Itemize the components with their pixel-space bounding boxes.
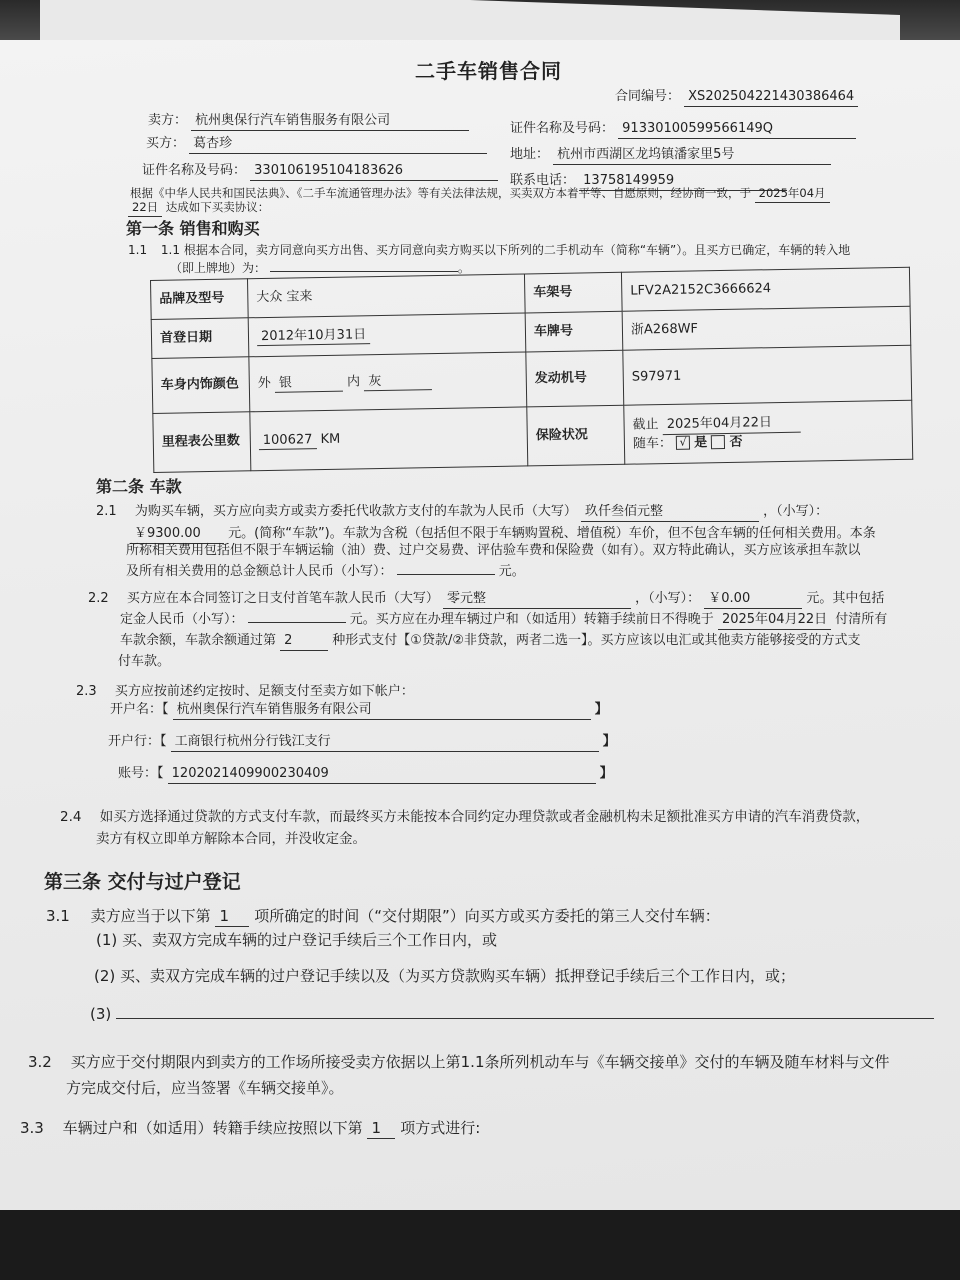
vin-label: 车架号 bbox=[524, 272, 622, 313]
clause-number: 2.1 bbox=[96, 504, 117, 519]
buyer-cert-value: 330106195104183626 bbox=[250, 162, 498, 181]
reg-date-cell bbox=[248, 313, 526, 357]
down-payment-amount: ￥0.00 bbox=[704, 590, 802, 609]
mileage-value: 100627 bbox=[259, 431, 317, 451]
clause-text: ，（小写）： bbox=[635, 591, 701, 606]
seller-line bbox=[148, 112, 469, 131]
clause-text: 买方应于交付期限内到卖方的工作场所接受卖方依据以上第1.1条所列机动车与《车辆交接单》交付的车辆及随车材料与文件 bbox=[70, 1053, 890, 1071]
reg-date-value: 2012年10月31日 bbox=[257, 326, 370, 347]
clause-text: 卖方应当于以下第 bbox=[90, 907, 211, 925]
yes-checkbox[interactable]: √ bbox=[676, 436, 690, 450]
vin-value: LFV2A2152C3666624 bbox=[621, 267, 910, 311]
clause-number: 3.1 bbox=[46, 907, 70, 925]
interior-value: 灰 bbox=[364, 372, 432, 392]
yes-label: 是 bbox=[694, 434, 708, 451]
clause-2-3 bbox=[76, 683, 414, 701]
clause-text: 种形式支付【①贷款/②非贷款，两者二选一】。买方应该以电汇或其他卖方能够接受的方式支 bbox=[332, 633, 861, 648]
color-cell bbox=[249, 352, 527, 412]
delivery-option-2: (2) 买、卖双方完成车辆的过户登记手续以及（为买方贷款购买车辆）抵押登记手续后三个工作日内，或； bbox=[94, 967, 796, 985]
engine-label: 发动机号 bbox=[526, 350, 624, 407]
price-amount: ￥9300.00 bbox=[130, 525, 224, 544]
delivery-option-choice: 1 bbox=[215, 906, 249, 927]
delivery-option-3 bbox=[90, 1004, 934, 1024]
seller-cert-label: 证件名称及号码： bbox=[510, 121, 615, 136]
clause-2-2-line-4: 付车款。 bbox=[118, 654, 171, 669]
mileage-cell bbox=[250, 407, 528, 471]
clause-number: 1.1 bbox=[128, 243, 148, 257]
clause-2-2-line-1 bbox=[88, 590, 884, 609]
clause-2-1-line-4 bbox=[126, 563, 525, 581]
close-bracket: 】 bbox=[599, 766, 613, 781]
contract-number-value: XS202504221430386464 bbox=[684, 88, 858, 107]
clause-number: 2.4 bbox=[60, 809, 82, 825]
article-1-1 bbox=[128, 242, 850, 258]
address-value: 杭州市西湖区龙坞镇潘家里5号 bbox=[553, 146, 831, 165]
clause-2-1-line-3: 所称相关费用包括但不限于车辆运输（油）费、过户交易费、评估验车费和保险费（如有）。双方特此确认，买方应该承担车款以 bbox=[126, 543, 861, 558]
buyer-value: 葛杏珍 bbox=[189, 135, 487, 154]
transfer-option-choice: 1 bbox=[367, 1118, 395, 1139]
final-payment-date: 2025年04月22日 bbox=[718, 611, 831, 630]
clause-2-1-line-2 bbox=[130, 525, 876, 544]
preamble-date-b: 22日 bbox=[128, 200, 162, 217]
article-2-title: 第二条 车款 bbox=[96, 477, 182, 496]
account-bank-line bbox=[108, 733, 616, 752]
clause-2-4-line-2: 卖方有权立即单方解除本合同，并没收定金。 bbox=[96, 831, 366, 847]
brand-value: 大众 宝来 bbox=[247, 274, 525, 318]
plate-label: 车牌号 bbox=[525, 311, 623, 352]
payment-method-choice: 2 bbox=[280, 632, 328, 651]
account-bank-label: 开户行：【 bbox=[108, 734, 167, 749]
clause-text: 元。其中包括 bbox=[806, 591, 885, 606]
vehicle-table bbox=[150, 267, 913, 473]
account-name-value: 杭州奥保行汽车销售服务有限公司 bbox=[173, 701, 591, 720]
clause-text: 元。买方应在办理车辆过户和（如适用）转籍手续前日不得晚于 bbox=[349, 612, 714, 627]
seller-cert-value: 91330100599566149Q bbox=[618, 120, 856, 139]
table-row bbox=[153, 400, 913, 472]
clause-text: 车辆过户和（如适用）转籍手续应按照以下第 bbox=[62, 1119, 363, 1137]
mileage-unit: KM bbox=[320, 431, 341, 447]
insurance-until-label: 截止 bbox=[632, 417, 659, 433]
with-car-label: 随车： bbox=[632, 435, 673, 452]
clause-text: 元。(简称“车款”)。车款为含税（包括但不限于车辆购置税、增值税）车价，但不包含车辆的任何相关费用。本条 bbox=[228, 526, 876, 541]
contract-number-label: 合同编号： bbox=[615, 89, 681, 104]
address-label: 地址： bbox=[510, 147, 550, 162]
clause-3-2-line-2: 方完成交付后，应当签署《车辆交接单》。 bbox=[66, 1079, 344, 1097]
reg-date-label: 首登日期 bbox=[151, 318, 249, 359]
clause-text: 付清所有 bbox=[835, 612, 888, 627]
plate-value: 浙A268WF bbox=[622, 306, 911, 350]
clause-3-2-line-1 bbox=[28, 1052, 890, 1072]
account-number-label: 账号：【 bbox=[118, 766, 164, 781]
clause-2-1-line-1 bbox=[96, 503, 828, 522]
price-amount-cn: 玖仟叁佰元整 bbox=[581, 503, 759, 522]
clause-text: 为购买车辆，买方应向卖方或卖方委托代收款方支付的车款为人民币（大写） bbox=[134, 504, 577, 519]
phone-label: 联系电话： bbox=[510, 173, 576, 188]
clause-2-2-line-3 bbox=[120, 632, 861, 651]
exterior-label: 外 bbox=[257, 375, 271, 391]
contract-number bbox=[615, 88, 858, 107]
insurance-until-value: 2025年04月22日 bbox=[663, 414, 801, 435]
clause-text-2: （即上牌地）为： bbox=[170, 261, 267, 275]
clause-text: 如买方选择通过贷款的方式支付车款，而最终买方未能按本合同约定办理贷款或者金融机构未足额批准买方申请的汽车消费贷款， bbox=[99, 809, 870, 825]
clause-3-1 bbox=[46, 906, 720, 927]
insurance-label: 保险状况 bbox=[527, 405, 625, 466]
clause-number: 3.2 bbox=[28, 1053, 52, 1071]
color-label: 车身内饰颜色 bbox=[152, 357, 250, 414]
clause-number: 2.2 bbox=[88, 591, 109, 606]
option-number: (3) bbox=[90, 1005, 112, 1023]
account-name-line bbox=[110, 701, 608, 720]
no-checkbox[interactable] bbox=[711, 435, 725, 449]
clause-2-4-line-1 bbox=[60, 808, 869, 826]
clause-3-3 bbox=[20, 1118, 480, 1139]
account-number-line bbox=[118, 765, 613, 784]
clause-2-2-line-2 bbox=[120, 611, 887, 630]
buyer-cert-label: 证件名称及号码： bbox=[142, 163, 247, 178]
delivery-option-1: (1) 买、卖双方完成车辆的过户登记手续后三个工作日内，或 bbox=[96, 931, 498, 949]
buyer-cert-line bbox=[142, 162, 498, 181]
account-number-value: 1202021409900230409 bbox=[168, 765, 596, 784]
phone-value: 13758149959 bbox=[579, 172, 787, 191]
buyer-label: 买方： bbox=[146, 136, 186, 151]
clause-text: 买方应按前述约定按时、足额支付至卖方如下帐户： bbox=[114, 684, 414, 699]
interior-label: 内 bbox=[346, 374, 361, 390]
preamble-text: 根据《中华人民共和国民法典》、《二手车流通管理办法》等有关法律法规，买卖双方本着平等、自愿原则，经协商一致，于 bbox=[130, 186, 751, 200]
clause-number: 2.3 bbox=[76, 684, 97, 699]
no-label: 否 bbox=[729, 434, 743, 450]
clause-text: 买方应在本合同签订之日支付首笔车款人民币（大写） bbox=[126, 591, 439, 606]
address-line bbox=[510, 146, 831, 165]
close-bracket: 】 bbox=[594, 702, 608, 717]
article-3-title: 第三条 交付与过户登记 bbox=[44, 871, 241, 893]
seller-cert-line bbox=[510, 120, 856, 139]
engine-value: S97971 bbox=[623, 345, 912, 405]
account-bank-value: 工商银行杭州分行钱江支行 bbox=[171, 733, 599, 752]
clause-text: 车款余额，车款余额通过第 bbox=[120, 633, 277, 648]
seller-label: 卖方： bbox=[148, 113, 188, 128]
clause-number: 3.3 bbox=[20, 1119, 44, 1137]
buyer-line bbox=[146, 135, 487, 154]
close-bracket: 】 bbox=[602, 734, 616, 749]
mileage-label: 里程表公里数 bbox=[153, 412, 251, 473]
down-payment-cn: 零元整 bbox=[443, 590, 631, 609]
insurance-cell bbox=[624, 400, 913, 464]
clause-text: 定金人民币（小写）： bbox=[120, 612, 244, 627]
clause-text: ，（小写）： bbox=[763, 504, 829, 519]
article-1-title: 第一条 销售和购买 bbox=[126, 219, 260, 238]
preamble-date-a: 2025年04月 bbox=[755, 186, 830, 203]
clause-text: 项所确定的时间（“交付期限”）向买方或买方委托的第三人交付车辆： bbox=[254, 907, 720, 925]
brand-label: 品牌及型号 bbox=[151, 279, 249, 320]
seller-value: 杭州奥保行汽车销售服务有限公司 bbox=[191, 112, 469, 131]
clause-end: 。 bbox=[457, 261, 470, 275]
clause-text: 元。 bbox=[498, 564, 525, 579]
account-name-label: 开户名：【 bbox=[110, 702, 169, 717]
clause-text: 项方式进行: bbox=[400, 1119, 481, 1137]
article-1-1-line-2 bbox=[170, 260, 470, 276]
document-title: 二手车销售合同 bbox=[415, 59, 562, 83]
preamble-text-2: 达成如下买卖协议： bbox=[165, 200, 270, 214]
exterior-value: 银 bbox=[275, 373, 343, 393]
clause-text: 1.1 根据本合同，卖方同意向买方出售、买方同意向卖方购买以下所列的二手机动车（简称“车辆”）。且买方已确定，车辆的转入地 bbox=[160, 243, 851, 257]
clause-text: 及所有相关费用的总金额总计人民币（小写）： bbox=[126, 564, 393, 579]
preamble-line-2 bbox=[128, 200, 269, 217]
